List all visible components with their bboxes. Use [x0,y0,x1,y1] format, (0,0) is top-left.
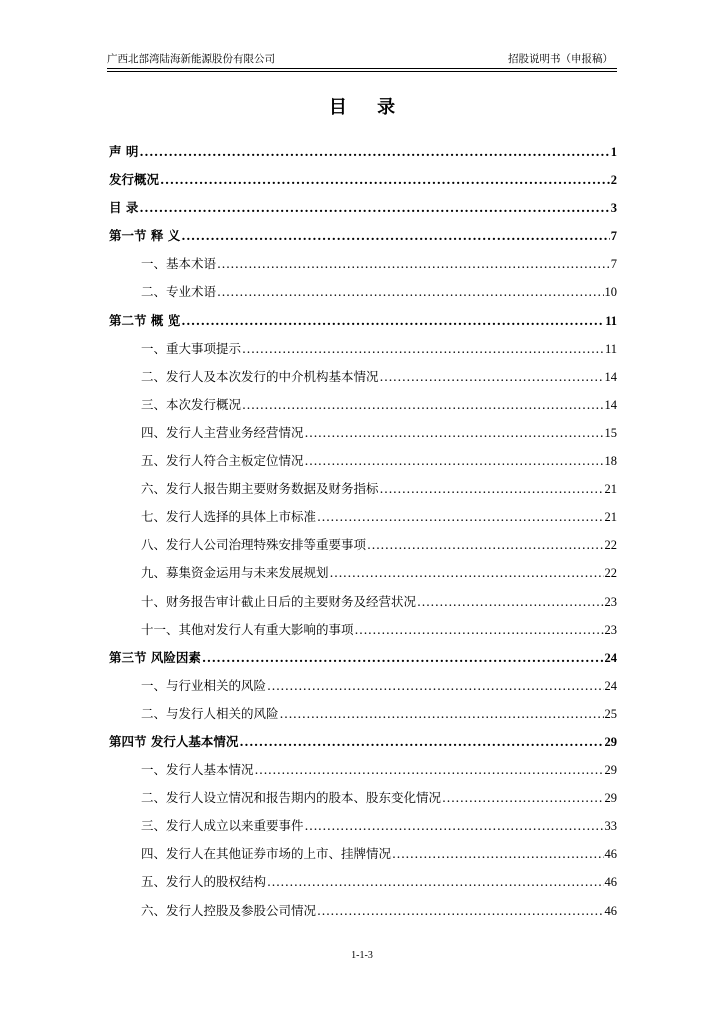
toc-entry-label: 二、发行人设立情况和报告期内的股本、股东变化情况 [141,790,442,806]
toc-entry-label: 二、专业术语 [141,284,217,300]
toc-entry-label: 第一节 释 义 [109,228,181,244]
toc-dot-leader [442,784,603,812]
toc-subsection-entry[interactable] [109,278,617,306]
toc-title: 目 录 [328,97,408,118]
toc-entry-page-number: 21 [604,510,617,525]
toc-subsection-entry[interactable] [109,868,617,896]
toc-dot-leader [305,812,604,840]
toc-subsection-entry[interactable] [109,672,617,700]
toc-dot-leader [392,840,603,868]
toc-entry-page-number: 24 [604,650,617,665]
toc-entry-page-number: 25 [604,706,617,721]
toc-entry-label: 四、发行人在其他证券市场的上市、挂牌情况 [141,846,392,862]
toc-dot-leader [317,503,603,531]
toc-subsection-entry[interactable] [109,363,617,391]
toc-subsection-entry[interactable] [109,756,617,784]
toc-entry-page-number: 11 [604,341,617,356]
toc-dot-leader [305,419,604,447]
toc-dot-leader [217,250,610,278]
toc-dot-leader [267,672,603,700]
running-header [107,50,617,68]
toc-subsection-entry[interactable] [109,812,617,840]
toc-entry-label: 十、财务报告审计截止日后的主要财务及经营状况 [141,593,417,609]
toc-dot-leader [202,644,604,672]
toc-subsection-entry[interactable] [109,335,617,363]
toc-entry-label: 二、发行人及本次发行的中介机构基本情况 [141,368,379,384]
toc-entry-page-number: 23 [604,622,617,637]
toc-section-entry[interactable] [109,138,617,166]
toc-subsection-entry[interactable] [109,391,617,419]
toc-entry-label: 九、募集资金运用与未来发展规划 [141,565,329,581]
toc-dot-leader [280,700,604,728]
toc-subsection-entry[interactable] [109,531,617,559]
toc-entry-page-number: 11 [605,313,617,328]
toc-entry-page-number: 3 [610,201,617,216]
toc-section-entry[interactable] [109,644,617,672]
toc-dot-leader [181,222,610,250]
toc-entry-label: 六、发行人控股及参股公司情况 [141,902,317,918]
toc-subsection-entry[interactable] [109,503,617,531]
toc-entry-page-number: 29 [604,734,617,749]
toc-dot-leader [242,335,604,363]
toc-section-entry[interactable] [109,307,617,335]
toc-entry-label: 一、与行业相关的风险 [141,677,267,693]
toc-dot-leader [380,363,604,391]
toc-entry-page-number: 46 [604,875,617,890]
toc-entry-page-number: 15 [604,425,617,440]
toc-dot-leader [181,307,604,335]
toc-subsection-entry[interactable] [109,840,617,868]
toc-entry-page-number: 18 [604,454,617,469]
toc-entry-page-number: 14 [604,397,617,412]
header-document-title: 招股说明书（申报稿） [508,53,613,65]
toc-entry-page-number: 10 [604,285,617,300]
toc-section-entry[interactable] [109,222,617,250]
toc-dot-leader [305,447,604,475]
toc-dot-leader [330,559,604,587]
toc-entry-page-number: 23 [604,594,617,609]
toc-entry-label: 声 明 [109,144,139,159]
toc-entry-label: 三、本次发行概况 [141,396,242,412]
toc-dot-leader [242,391,603,419]
toc-entry-label: 七、发行人选择的具体上市标准 [141,509,317,525]
toc-subsection-entry[interactable] [109,419,617,447]
toc-subsection-entry[interactable] [109,700,617,728]
page-number: 1-1-3 [351,950,373,961]
toc-entry-label: 三、发行人成立以来重要事件 [141,818,304,834]
toc-subsection-entry[interactable] [109,250,617,278]
toc-entry-label: 目 录 [109,200,139,216]
toc-dot-leader [417,588,603,616]
toc-entry-label: 一、重大事项提示 [141,340,242,356]
toc-entry-label: 六、发行人报告期主要财务数据及财务指标 [141,481,379,497]
toc-entry-page-number: 1 [610,145,617,159]
toc-entry-page-number: 46 [604,847,617,862]
toc-subsection-entry[interactable] [109,475,617,503]
toc-dot-leader [239,728,603,756]
toc-entry-label: 五、发行人的股权结构 [141,874,267,890]
toc-dot-leader [355,616,604,644]
table-of-contents [109,138,617,925]
header-divider-thick [107,68,617,69]
toc-entry-label: 二、与发行人相关的风险 [141,705,279,721]
toc-entry-page-number: 2 [610,173,617,188]
toc-dot-leader [217,278,603,306]
toc-entry-label: 四、发行人主营业务经营情况 [141,424,304,440]
toc-entry-label: 一、基本术语 [141,256,217,272]
toc-entry-page-number: 22 [604,538,617,553]
toc-subsection-entry[interactable] [109,559,617,587]
toc-section-entry[interactable] [109,728,617,756]
toc-entry-label: 十一、其他对发行人有重大影响的事项 [141,621,354,637]
toc-entry-page-number: 22 [604,566,617,581]
header-company-name: 广西北部湾陆海新能源股份有限公司 [107,53,275,65]
toc-section-entry[interactable] [109,194,617,222]
toc-subsection-entry[interactable] [109,447,617,475]
toc-subsection-entry[interactable] [109,897,617,925]
toc-subsection-entry[interactable] [109,588,617,616]
toc-entry-page-number: 24 [604,678,617,693]
toc-entry-page-number: 33 [604,819,617,834]
toc-entry-page-number: 21 [604,482,617,497]
toc-dot-leader [317,897,603,925]
toc-dot-leader [367,531,603,559]
toc-entry-label: 一、发行人基本情况 [141,762,254,778]
toc-entry-page-number: 46 [604,903,617,918]
toc-section-entry[interactable] [109,166,617,194]
toc-entry-page-number: 14 [604,369,617,384]
toc-entry-page-number: 29 [604,791,617,806]
toc-dot-leader [160,166,610,194]
toc-entry-label: 发行概况 [109,172,160,188]
toc-entry-page-number: 7 [610,257,617,272]
toc-entry-page-number: 7 [610,229,617,244]
toc-entry-label: 第二节 概 览 [109,312,181,328]
toc-entry-label: 八、发行人公司治理特殊安排等重要事项 [141,537,367,553]
toc-dot-leader [139,138,609,166]
toc-dot-leader [267,868,603,896]
toc-entry-label: 五、发行人符合主板定位情况 [141,453,304,469]
toc-entry-page-number: 29 [604,763,617,778]
toc-entry-label: 第三节 风险因素 [109,649,201,665]
toc-entry-label: 第四节 发行人基本情况 [109,733,239,749]
toc-dot-leader [139,194,609,222]
toc-dot-leader [380,475,604,503]
toc-subsection-entry[interactable] [109,784,617,812]
toc-subsection-entry[interactable] [109,616,617,644]
toc-dot-leader [255,756,604,784]
header-divider-thin [107,71,617,72]
